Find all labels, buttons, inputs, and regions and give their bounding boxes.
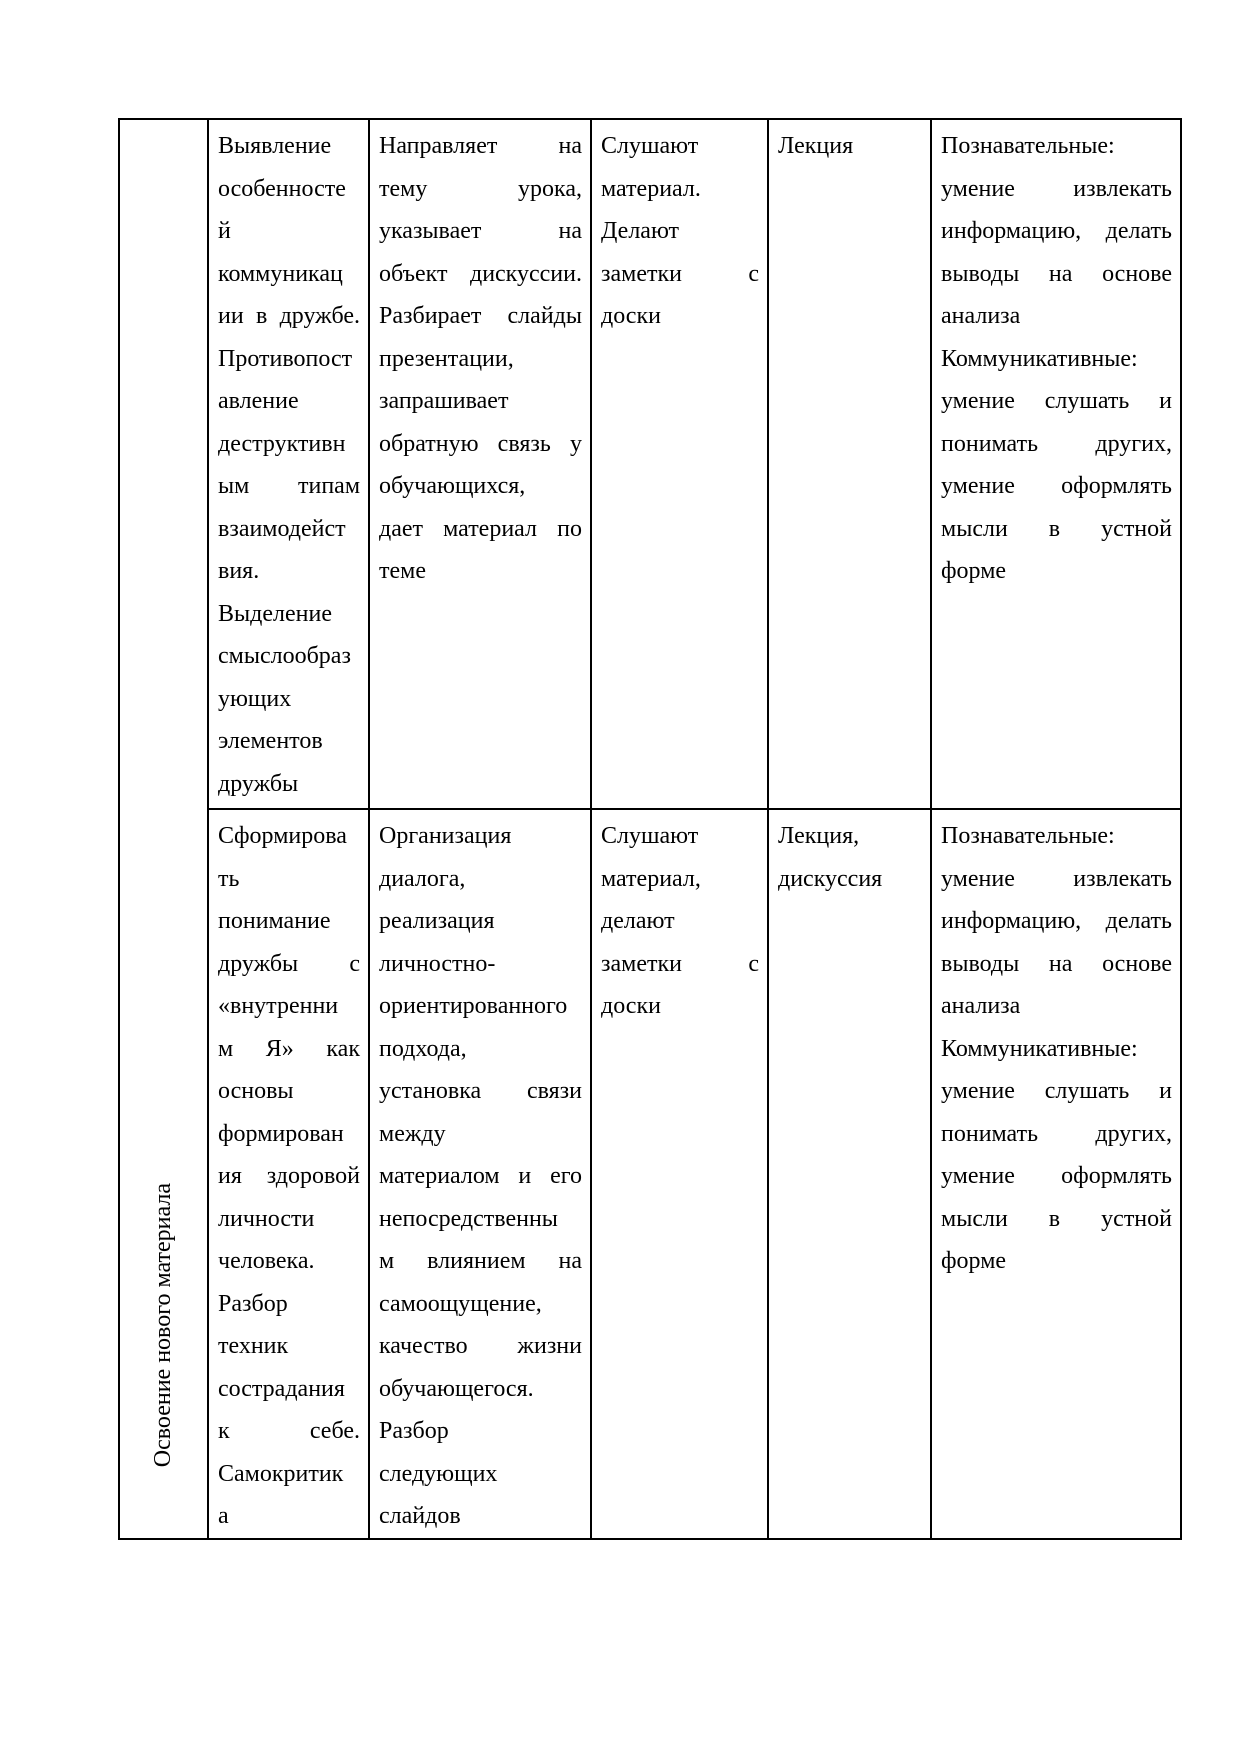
text-line: доски [601,993,661,1019]
text-line: выводы на основе [941,950,1172,977]
text-line: Лекция [778,133,854,159]
text-line: умение оформлять [941,473,1172,499]
text-line: презентации, [379,345,514,372]
text-line: заметки с [601,260,759,287]
cell-methods-row1 [768,119,931,809]
text-line: реализация [379,908,495,934]
text-line: форме [941,1248,1007,1274]
text-line: Делают [601,218,680,244]
text-line: Разбирает слайды [379,303,582,329]
text-line: обучающегося. [379,1375,534,1402]
text-line: подхода, [379,1035,467,1062]
text-line: ии в дружбе. [218,303,360,329]
text-line: Сформирова [218,823,347,849]
cell-teacher-activity-row1 [369,119,591,809]
text-line: ориентированного [379,993,568,1019]
text-line: теме [379,558,426,584]
text-line: установка связи [379,1078,582,1104]
text-line: взаимодейст [218,515,346,542]
text-line: между [379,1120,446,1147]
text-line: информацию, делать [941,218,1172,244]
text-line: диалога, [379,865,466,892]
text-line: следующих [379,1460,498,1487]
text-line: понимать других, [941,430,1172,457]
text-line: й [218,218,231,244]
text-line: выводы на основе [941,260,1172,287]
text-line: умение извлекать [941,175,1172,202]
text-line: мысли в устной [941,1205,1172,1232]
cell-methods-row2 [768,809,931,1539]
text-line: ия здоровой [218,1163,360,1189]
text-line: Выявление [218,133,332,159]
text-line: обучающихся, [379,473,526,499]
text-line: Самокритик [218,1460,344,1487]
text-line: Коммуникативные: [941,345,1138,372]
text-line: понимать других, [941,1120,1172,1147]
text-line: формирован [218,1120,344,1147]
text-line: Направляет на [379,133,582,159]
text-line: ующих [218,685,292,712]
text-line: Разбор [379,1418,449,1444]
text-line: Слушают [601,823,699,849]
text-line: умение оформлять [941,1163,1172,1189]
text-line: объект дискуссии. [379,260,582,287]
text-line: м Я» как [218,1035,360,1062]
text-line: Противопост [218,345,353,372]
lesson-plan-table [118,118,1182,1540]
cell-student-activity-row2 [591,809,768,1539]
text-line: дружбы [218,770,299,797]
text-line: Познавательные: [941,133,1115,159]
text-line: к себе. [218,1418,360,1444]
cell-goal-row1 [208,119,369,809]
text-line: тему урока, [379,175,582,202]
cell-teacher-activity-row2 [369,809,591,1539]
cell-uud-row2 [931,809,1181,1539]
text-line: форме [941,558,1007,584]
text-line: дискуссия [778,865,883,892]
text-line: запрашивает [379,388,509,414]
text-line: коммуникац [218,260,343,287]
text-line: умение слушать и [941,1078,1172,1104]
text-line: Выделение [218,600,332,627]
text-line: «внутренни [218,993,339,1019]
text-line: ым типам [218,473,360,499]
text-line: умение извлекать [941,865,1172,892]
text-line: материал. [601,175,701,202]
text-line: особенносте [218,175,346,202]
text-line: мысли в устной [941,515,1172,542]
text-line: Коммуникативные: [941,1035,1138,1062]
text-line: Разбор [218,1290,288,1317]
cell-goal-row2 [208,809,369,1539]
text-line: обратную связь у [379,430,582,457]
text-line: деструктивн [218,430,346,457]
text-line: непосредственны [379,1205,558,1232]
text-line: умение слушать и [941,388,1172,414]
text-line: личности [218,1205,315,1232]
text-line: вия. [218,558,260,584]
text-line: авление [218,388,299,414]
text-line: информацию, делать [941,908,1172,934]
text-line: слайдов [379,1503,461,1529]
text-line: техник [218,1333,289,1359]
text-line: м влиянием на [379,1248,582,1274]
text-line: Лекция, [778,823,860,849]
text-line: материалом и его [379,1163,582,1189]
text-line: понимание [218,908,331,934]
stage-label-wrap [120,1183,207,1467]
text-line: указывает на [379,218,582,244]
stage-cell [119,119,208,1539]
text-line: а [218,1503,229,1529]
text-line: качество жизни [379,1333,582,1359]
stage-label: Освоение нового материала [150,1183,176,1468]
text-line: доски [601,303,661,329]
text-line: анализа [941,993,1021,1019]
text-line: делают [601,908,675,934]
text-line: основы [218,1078,294,1104]
text-line: сострадания [218,1375,345,1402]
cell-student-activity-row1 [591,119,768,809]
text-line: материал, [601,865,701,892]
text-line: элементов [218,728,323,754]
text-line: Познавательные: [941,823,1115,849]
text-line: Организация [379,823,512,849]
cell-uud-row1 [931,119,1181,809]
text-line: анализа [941,303,1021,329]
text-line: Слушают [601,133,699,159]
text-line: дает материал по [379,515,582,542]
text-line: человека. [218,1248,315,1274]
text-line: дружбы с [218,950,360,977]
text-line: личностно- [379,950,496,977]
text-line: смыслообраз [218,643,351,669]
text-line: заметки с [601,950,759,977]
text-line: ть [218,865,240,892]
text-line: самоощущение, [379,1290,542,1317]
